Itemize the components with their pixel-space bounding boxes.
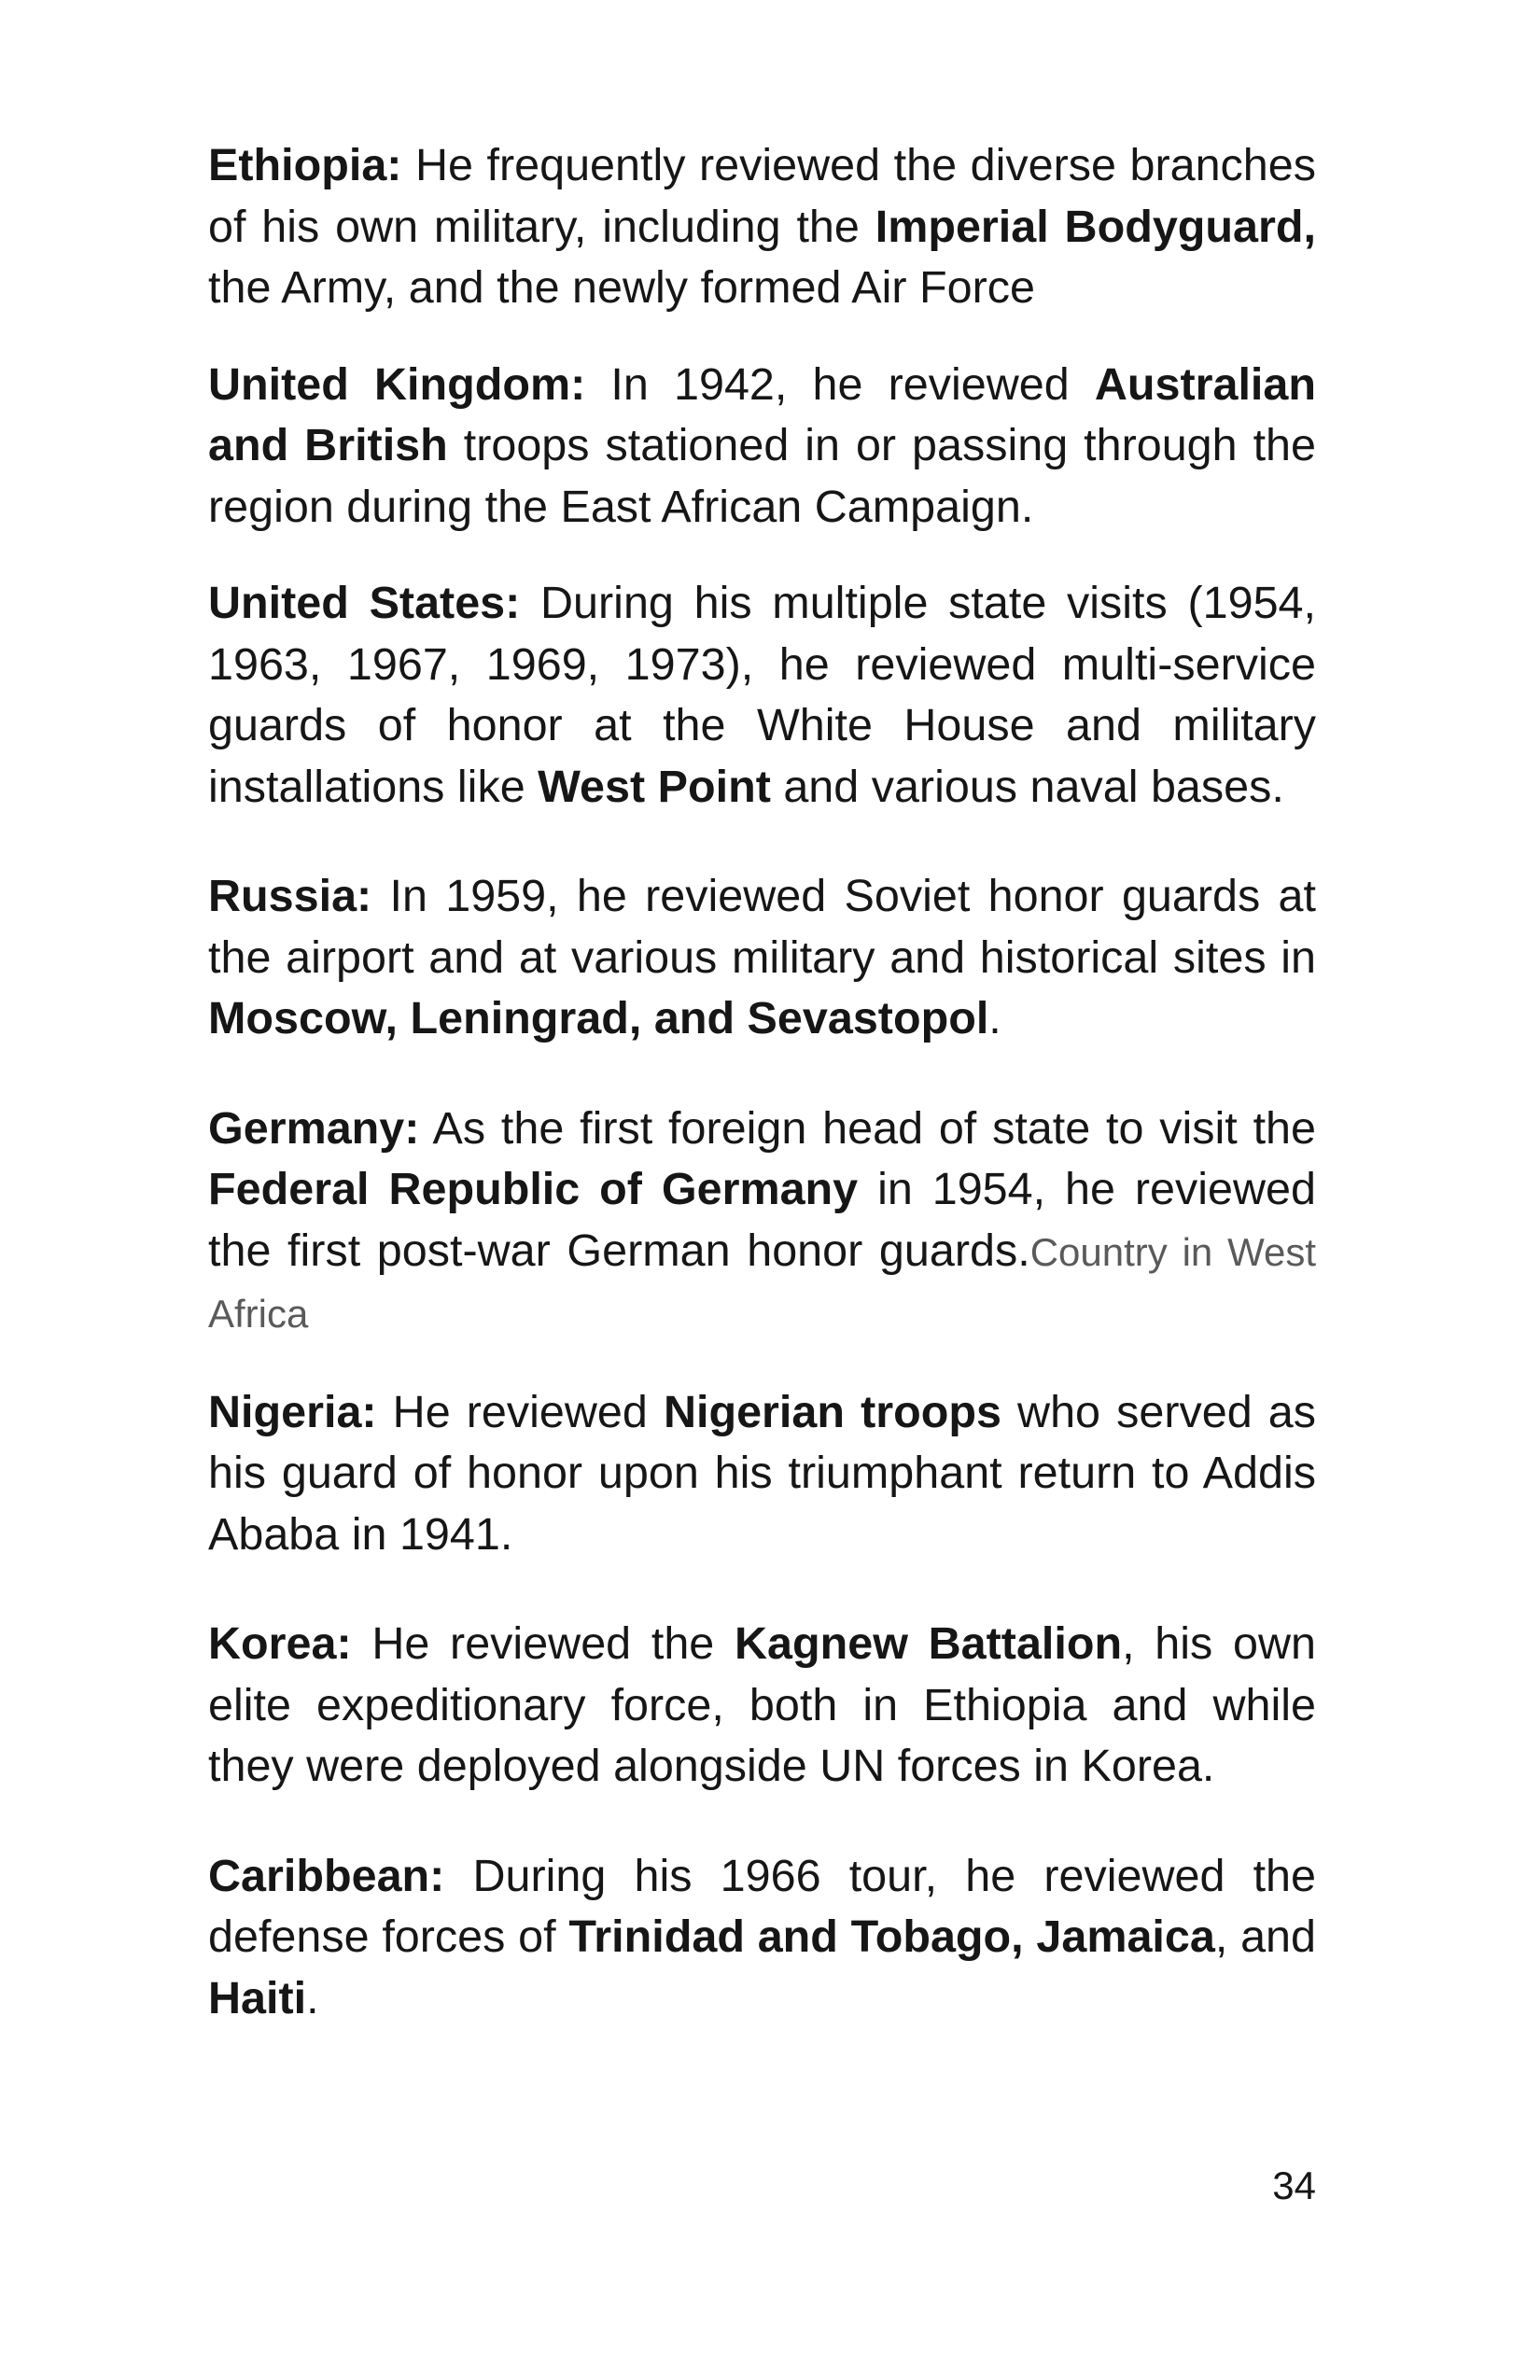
entry-text: He frequently reviewed the diverse branches of his own military, including the (208, 140, 1316, 252)
entry-country-label: Russia: (208, 871, 372, 921)
entry-highlight: Kagnew Battalion (734, 1618, 1123, 1669)
entry-text: He reviewed the (351, 1618, 735, 1669)
entry-text: the Army, and the newly formed Air Force (208, 262, 1035, 313)
entry-text: , his own elite expeditionary force, both in Ethiopia and while they were deployed alongside UN forces in Korea. (208, 1618, 1316, 1791)
entry-highlight: Imperial Bodyguard, (875, 201, 1316, 252)
entry-text: . (988, 993, 1001, 1043)
entry-text: In 1942, he reviewed (585, 358, 1095, 410)
inline-note: Country in West Africa (208, 1229, 1316, 1336)
entry-text: He reviewed (376, 1386, 664, 1437)
entry-germany (208, 1099, 1316, 1345)
entry-country-label: Ethiopia: (208, 140, 402, 190)
entry-country-label: Caribbean: (208, 1850, 445, 1901)
entry-text: in 1954, he reviewed the first post-war German honor guards. (208, 1164, 1316, 1276)
entry-highlight: Trinidad and Tobago, Jamaica (568, 1911, 1215, 1962)
entry-text: who served as his guard of honor upon his triumphant return to Addis Ababa in 1941. (208, 1386, 1316, 1560)
entry-text: In 1959, he reviewed Soviet honor guards at the airport and at various military and historical sites in (208, 871, 1316, 983)
entry-text: During his multiple state visits (1954, 1963, 1967, 1969, 1973), he reviewed multi-service guards of honor at the White House and military installations like (208, 578, 1316, 812)
entry-highlight: Federal Republic of Germany (208, 1164, 859, 1214)
entry-text: and various naval bases. (770, 761, 1284, 812)
entry-country-label: Germany: (208, 1102, 420, 1154)
entry-text: . (306, 1972, 319, 2023)
page-number: 34 (1272, 2163, 1316, 2207)
entry-country-label: Nigeria: (208, 1386, 377, 1437)
entry-nigeria (208, 1382, 1316, 1566)
entry-highlight: Moscow, Leningrad, and Sevastopol (208, 993, 989, 1043)
entry-country-label: Korea: (208, 1618, 352, 1669)
entry-highlight: Australian and British (208, 358, 1316, 470)
entry-text: During his 1966 tour, he reviewed the defense forces of (208, 1850, 1316, 1962)
entry-russia (208, 866, 1316, 1050)
entry-united-states (208, 573, 1316, 818)
entry-country-label: United Kingdom: (208, 358, 586, 410)
entry-text: troops stationed in or passing through the region during the East African Campaign. (208, 420, 1316, 532)
entry-highlight: Haiti (208, 1972, 307, 2023)
entry-korea (208, 1614, 1316, 1798)
entry-highlight: West Point (538, 761, 771, 812)
entry-text: As the first foreign head of state to visit the (419, 1102, 1316, 1154)
entry-highlight: Nigerian troops (663, 1386, 1001, 1437)
entry-ethiopia (208, 135, 1316, 319)
entry-text: , and (1214, 1911, 1316, 1962)
page-content (208, 135, 1316, 2029)
entry-caribbean (208, 1846, 1316, 2030)
entry-united-kingdom (208, 355, 1316, 539)
entry-country-label: United States: (208, 578, 521, 628)
